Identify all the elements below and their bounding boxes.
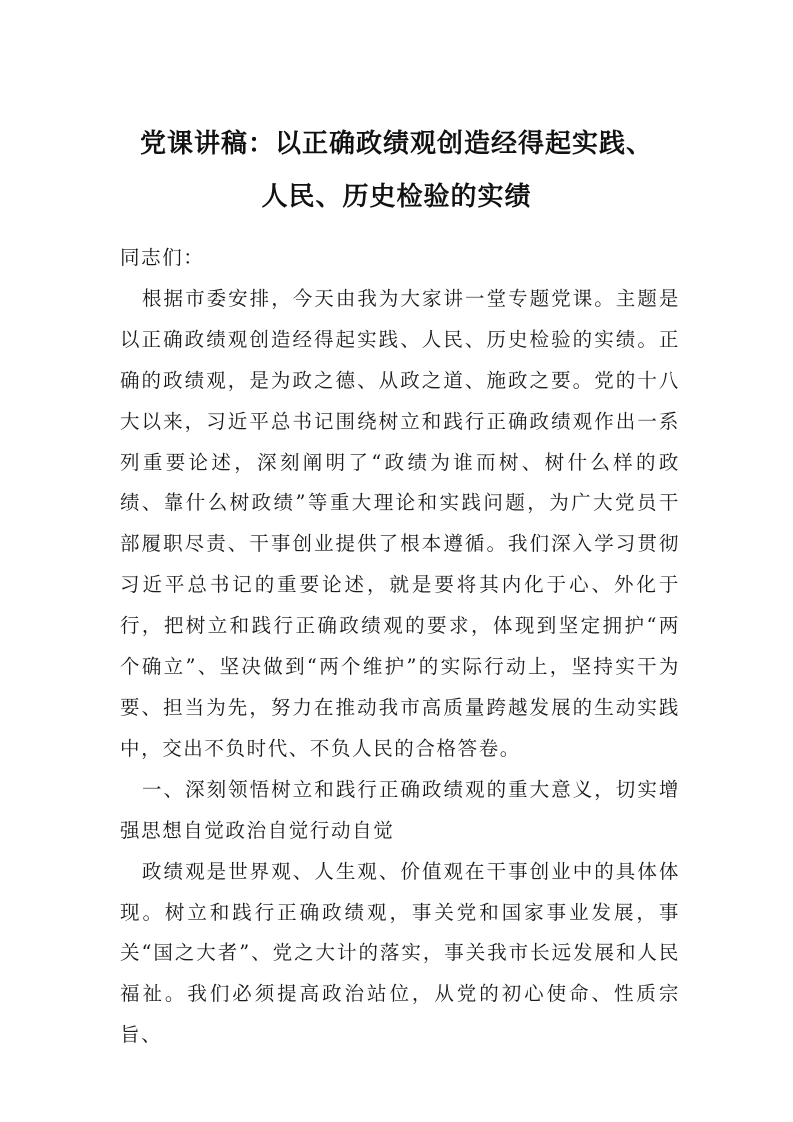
document-title-line-2: 人民、历史检验的实绩 <box>261 182 532 212</box>
document-body <box>120 238 680 1056</box>
paragraph-intro: 根据市委安排，今天由我为大家讲一堂专题党课。主题是以正确政绩观创造经得起实践、人民、历史检验的实绩。正确的政绩观，是为政之德、从政之道、施政之要。党的十八大以来，习近平总书记围绕树立和践行正确政绩观作出一系列重要论述，深刻阐明了“政绩为谁而树、树什么样的政绩、靠什么树政绩”等重大理论和实践问题，为广大党员干部履职尽责、干事创业提供了根本遵循。我们深入学习贯彻习近平总书记的重要论述，就是要将其内化于心、外化于行，把树立和践行正确政绩观的要求，体现到坚定拥护“两个确立”、坚决做到“两个维护”的实际行动上，坚持实干为要、担当为先，努力在推动我市高质量跨越发展的生动实践中，交出不负时代、不负人民的合格答卷。 <box>120 286 680 760</box>
paragraph-section-1: 政绩观是世界观、人生观、价值观在干事创业中的具体体现。树立和践行正确政绩观，事关党和国家事业发展，事关“国之大者”、党之大计的落实，事关我市长远发展和人民福祉。我们必须提高政治站位，从党的初心使命、性质宗旨、 <box>120 859 680 1047</box>
document-title-line-1: 党课讲稿：以正确政绩观创造经得起实践、 <box>139 129 653 159</box>
salutation: 同志们： <box>120 246 205 269</box>
section-heading-1: 一、深刻领悟树立和践行正确政绩观的重大意义，切实增强思想自觉政治自觉行动自觉 <box>120 777 680 842</box>
